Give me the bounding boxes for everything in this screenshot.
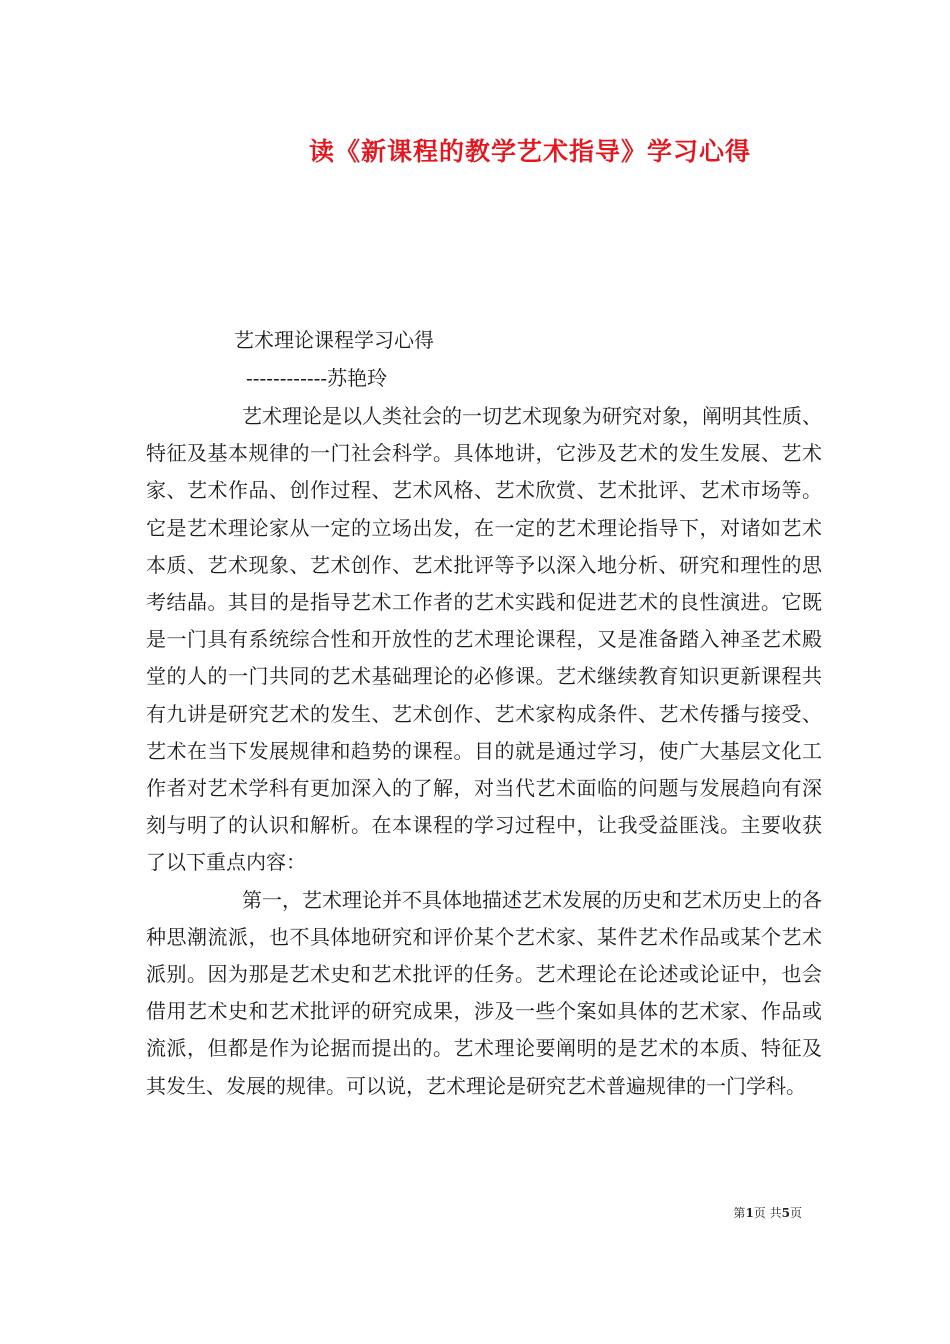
footer-suffix: 页: [789, 1206, 802, 1220]
paragraph-1: 艺术理论是以人类社会的一切艺术现象为研究对象，阐明其性质、特征及基本规律的一门社会科学。具体地讲，它涉及艺术的发生发展、艺术家、艺术作品、创作过程、艺术风格、艺术欣赏、艺术批评、艺术市场等。它是艺术理论家从一定的立场出发，在一定的艺术理论指导下，对诸如艺术本质、艺术现象、艺术创作、艺术批评等予以深入地分析、研究和理性的思考结晶。其目的是指导艺术工作者的艺术实践和促进艺术的良性演进。它既是一门具有系统综合性和开放性的艺术理论课程，又是准备踏入神圣艺术殿堂的人的一门共同的艺术基础理论的必修课。艺术继续教育知识更新课程共有九讲是研究艺术的发生、艺术创作、艺术家构成条件、艺术传播与接受、艺术在当下发展规律和趋势的课程。目的就是通过学习，使广大基层文化工作者对艺术学科有更加深入的了解，对当代艺术面临的问题与发展趋向有深刻与明了的认识和解析。在本课程的学习过程中，让我受益匪浅。主要收获了以下重点内容：: [146, 404, 822, 875]
page-footer: [733, 1204, 802, 1221]
author-line: ------------苏艳玲: [246, 366, 388, 390]
paragraph-2: 第一，艺术理论并不具体地描述艺术发展的历史和艺术历史上的各种思潮流派，也不具体地研究和评价某个艺术家、某件艺术作品或某个艺术派别。因为那是艺术史和艺术批评的任务。艺术理论在论述或论证中，也会借用艺术史和艺术批评的研究成果，涉及一些个案如具体的艺术家、作品或流派，但都是作为论据而提出的。艺术理论要阐明的是艺术的本质、特征及其发生、发展的规律。可以说，艺术理论是研究艺术普遍规律的一门学科。: [146, 887, 822, 1098]
footer-prefix: 第: [733, 1206, 746, 1220]
document-subtitle: 艺术理论课程学习心得: [234, 328, 434, 352]
total-pages-number: 5: [781, 1206, 790, 1220]
document-body: [146, 398, 822, 1105]
document-title: 读《新课程的教学艺术指导》学习心得: [308, 137, 751, 166]
footer-middle: 页 共: [753, 1206, 782, 1220]
current-page-number: 1: [745, 1206, 754, 1220]
